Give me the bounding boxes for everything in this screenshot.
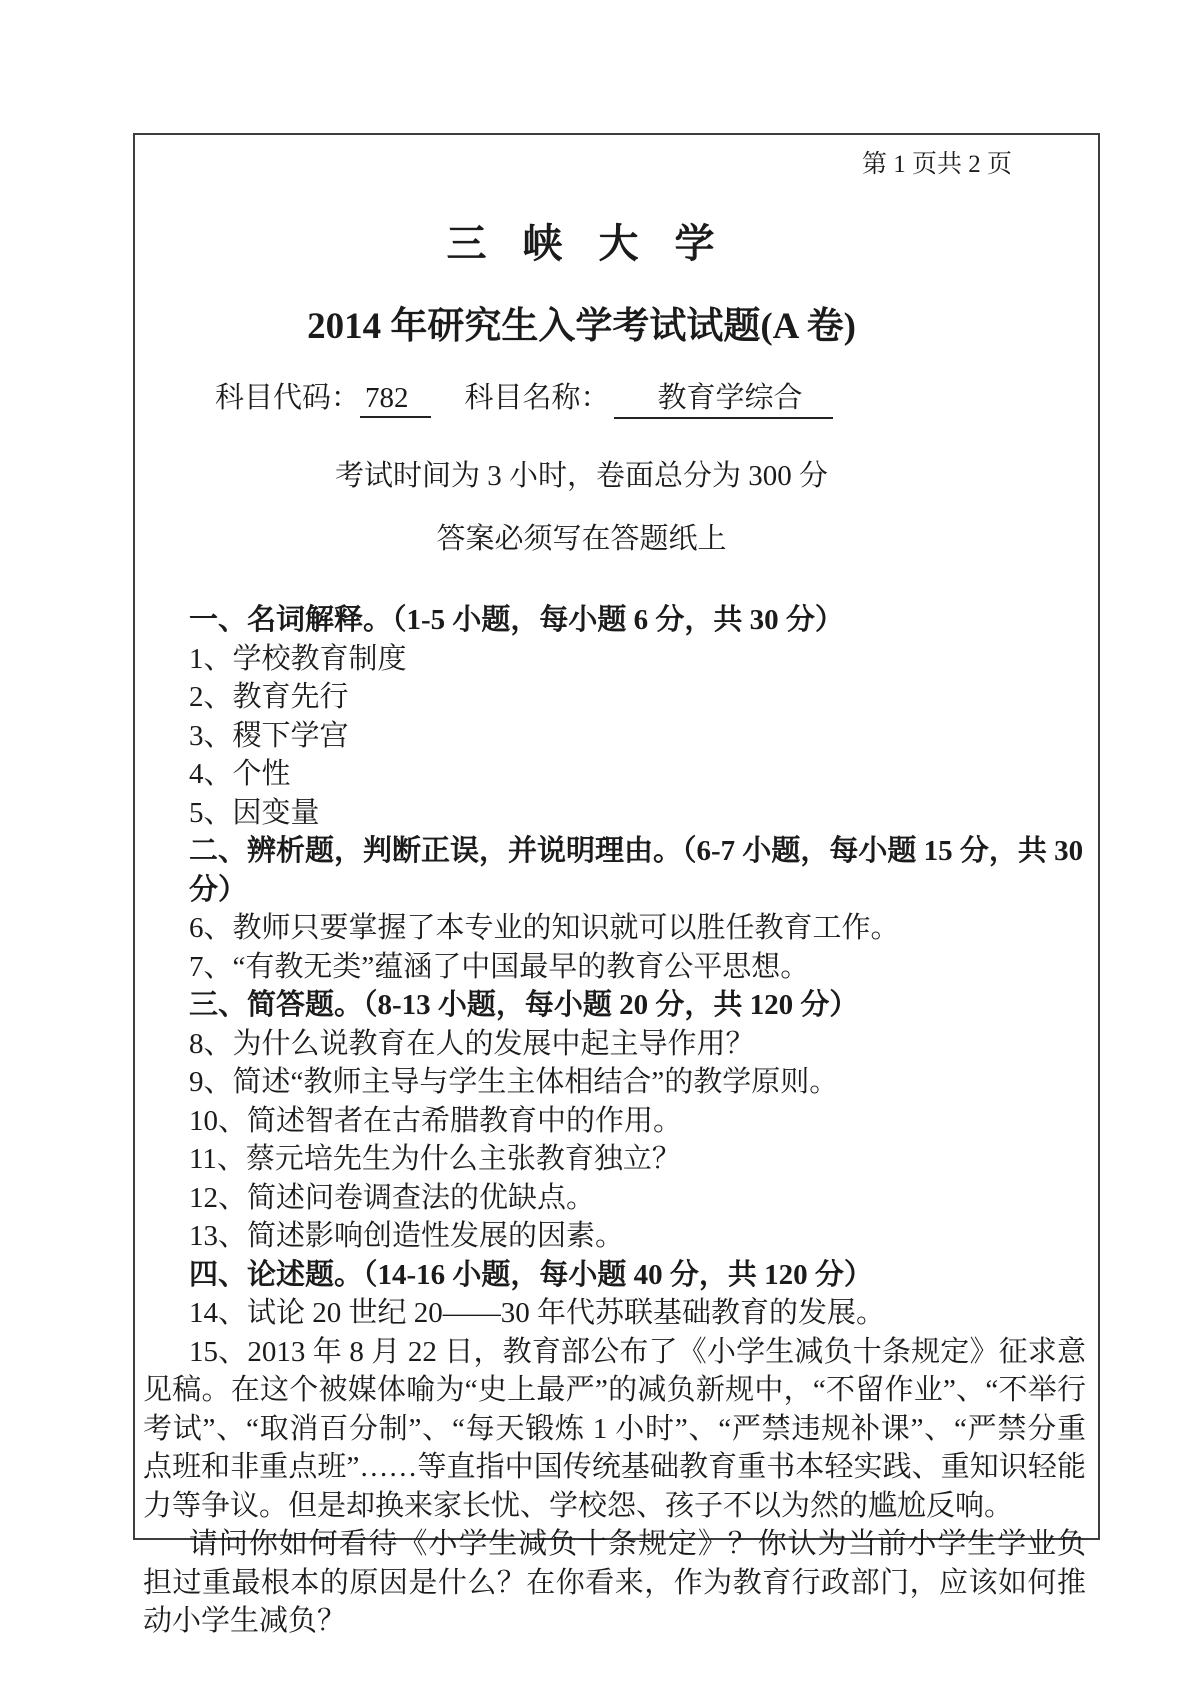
question-item: 9、简述“教师主导与学生主体相结合”的教学原则。 <box>189 1066 839 1098</box>
question-area <box>143 601 1086 1641</box>
question-item: 14、试论 20 世纪 20——30 年代苏联基础教育的发展。 <box>189 1297 886 1329</box>
subject-code-value: 782 <box>360 382 431 418</box>
question-item: 1、学校教育制度 <box>189 642 407 675</box>
question-item: 11、蔡元培先生为什么主张教育独立？ <box>189 1143 681 1175</box>
page-indicator: 第 1 页共 2 页 <box>861 151 1012 178</box>
subject-line <box>215 375 1098 419</box>
subject-code-label: 科目代码： <box>215 382 361 414</box>
paper-header <box>135 212 1098 349</box>
section-4-heading: 四、论述题。（14-16 小题，每小题 40 分，共 120 分） <box>189 1258 873 1291</box>
question-item: 10、简述智者在古希腊教育中的作用。 <box>189 1104 683 1137</box>
question-paragraph: 请问你如何看待《小学生减负十条规定》？你认为当前小学生学业负担过重最根本的原因是什么？在你看来，作为教育行政部门，应该如何推动小学生减负？ <box>143 1528 1086 1637</box>
exam-duration-note: 考试时间为 3 小时，卷面总分为 300 分 <box>334 460 828 492</box>
answer-sheet-note: 答案必须写在答题纸上 <box>436 523 727 555</box>
university-name: 三 峡 大 学 <box>446 221 717 266</box>
exam-title: 2014 年研究生入学考试试题(A 卷) <box>307 306 856 347</box>
question-paragraph: 15、2013 年 8 月 22 日，教育部公布了《小学生减负十条规定》征求意见稿。在这个被媒体喻为“史上最严”的减负新规中，“不留作业”、“不举行考试”、“取消百分制”、“每天锻炼 1 小时”、“严禁违规补课”、“严禁分重点班和非重点班”……等直指中国传统基础教育重书本轻实践、重知识轻能力等争议。但是却换来家长忧、学校怨、孩子不以为然的尴尬反响。 <box>143 1335 1086 1522</box>
section-3-heading: 三、简答题。（8-13 小题，每小题 20 分，共 120 分） <box>189 989 859 1021</box>
question-item: 2、教育先行 <box>189 681 349 713</box>
section-1-heading: 一、名词解释。（1-5 小题，每小题 6 分，共 30 分） <box>189 604 844 636</box>
question-item: 4、个性 <box>189 758 291 790</box>
exam-meta <box>135 453 1098 557</box>
subject-name-label: 科目名称： <box>464 382 610 414</box>
subject-name-value: 教育学综合 <box>614 375 833 419</box>
exam-paper-page <box>133 133 1100 1637</box>
question-item: 8、为什么说教育在人的发展中起主导作用？ <box>189 1027 755 1060</box>
section-2-heading: 二、辨析题，判断正误，并说明理由。（6-7 小题，每小题 15 分，共 30 分） <box>189 835 1084 906</box>
question-item: 5、因变量 <box>189 796 320 829</box>
question-item: 3、稷下学宫 <box>189 719 349 752</box>
question-item: 6、教师只要掌握了本专业的知识就可以胜任教育工作。 <box>189 912 900 944</box>
question-item: 13、简述影响创造性发展的因素。 <box>189 1220 625 1252</box>
question-item: 7、“有教无类”蕴涵了中国最早的教育公平思想。 <box>189 950 810 983</box>
question-item: 12、简述问卷调查法的优缺点。 <box>189 1181 596 1214</box>
